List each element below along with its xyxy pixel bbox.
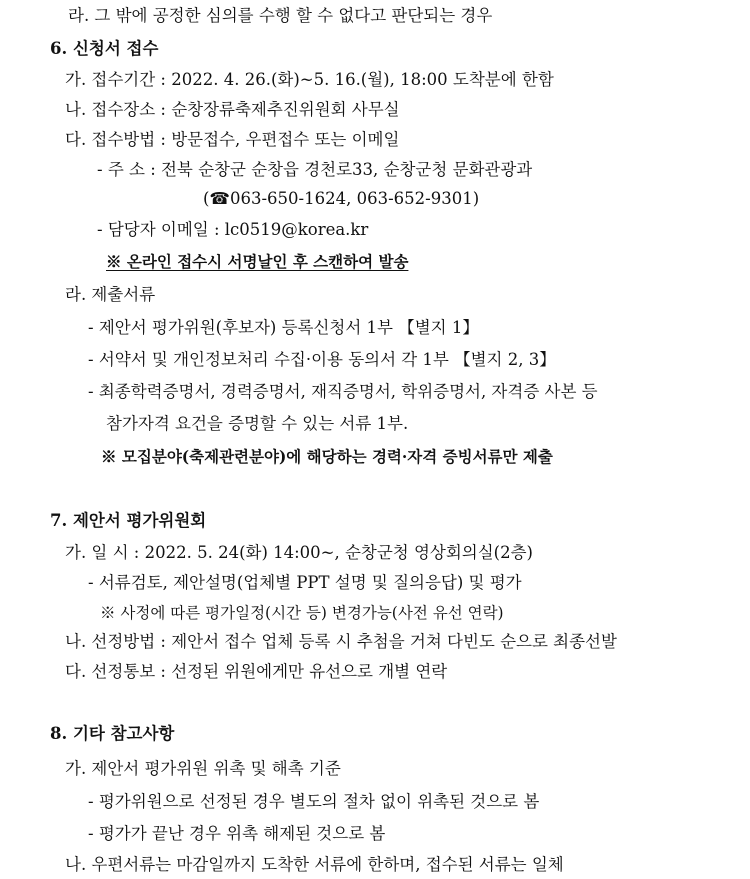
schedule-line: 가. 일 시 : 2022. 5. 24(화) 14:00~, 순창군청 영상회의실(2층): [65, 543, 533, 562]
address-line: - 주 소 : 전북 순창군 순창읍 경천로33, 순창군청 문화관광과: [97, 160, 533, 179]
method-line: 다. 접수방법 : 방문접수, 우편접수 또는 이메일: [65, 130, 400, 149]
section-8-heading: 8. 기타 참고사항: [50, 724, 175, 743]
place-line: 나. 접수장소 : 순창장류축제추진위원회 사무실: [65, 100, 400, 119]
online-submission-note: ※ 온라인 접수시 서명날인 후 스캔하여 발송: [106, 252, 409, 271]
reference-item-1b: - 평가가 끝난 경우 위촉 해제된 것으로 봄: [88, 824, 386, 843]
document-item-2: - 서약서 및 개인정보처리 수집·이용 동의서 각 1부 【별지 2, 3】: [88, 350, 556, 369]
reference-item-1: 가. 제안서 평가위원 위촉 및 해촉 기준: [65, 759, 341, 778]
section-6-heading: 6. 신청서 접수: [50, 39, 159, 58]
schedule-change-note: ※ 사정에 따른 평가일정(시간 등) 변경가능(사전 유선 연락): [100, 604, 504, 622]
reference-item-2: 나. 우편서류는 마감일까지 도착한 서류에 한하며, 접수된 서류는 일체: [65, 855, 564, 874]
selection-method-line: 나. 선정방법 : 제안서 접수 업체 등록 시 추첨을 거쳐 다빈도 순으로 최종선발: [65, 632, 617, 651]
period-line: 가. 접수기간 : 2022. 4. 26.(화)~5. 16.(월), 18:00 도착분에 한함: [65, 70, 554, 89]
email-line: - 담당자 이메일 : lc0519@korea.kr: [97, 220, 369, 239]
documents-title: 라. 제출서류: [65, 285, 156, 304]
selection-notice-line: 다. 선정통보 : 선정된 위원에게만 유선으로 개별 연락: [65, 662, 448, 681]
criteria-item-ra: 라. 그 밖에 공정한 심의를 수행 할 수 없다고 판단되는 경우: [68, 6, 493, 25]
reference-item-1a: - 평가위원으로 선정된 경우 별도의 절차 없이 위촉된 것으로 봄: [88, 792, 540, 811]
documents-note: ※ 모집분야(축제관련분야)에 해당하는 경력·자격 증빙서류만 제출: [101, 447, 553, 466]
phone-line: (☎063-650-1624, 063-652-9301): [203, 189, 480, 208]
document-item-3-cont: 참가자격 요건을 증명할 수 있는 서류 1부.: [106, 414, 409, 433]
evaluation-detail: - 서류검토, 제안설명(업체별 PPT 설명 및 질의응답) 및 평가: [88, 573, 522, 592]
document-item-3: - 최종학력증명서, 경력증명서, 재직증명서, 학위증명서, 자격증 사본 등: [88, 382, 598, 401]
document-item-1: - 제안서 평가위원(후보자) 등록신청서 1부 【별지 1】: [88, 318, 479, 337]
section-7-heading: 7. 제안서 평가위원회: [50, 511, 207, 530]
